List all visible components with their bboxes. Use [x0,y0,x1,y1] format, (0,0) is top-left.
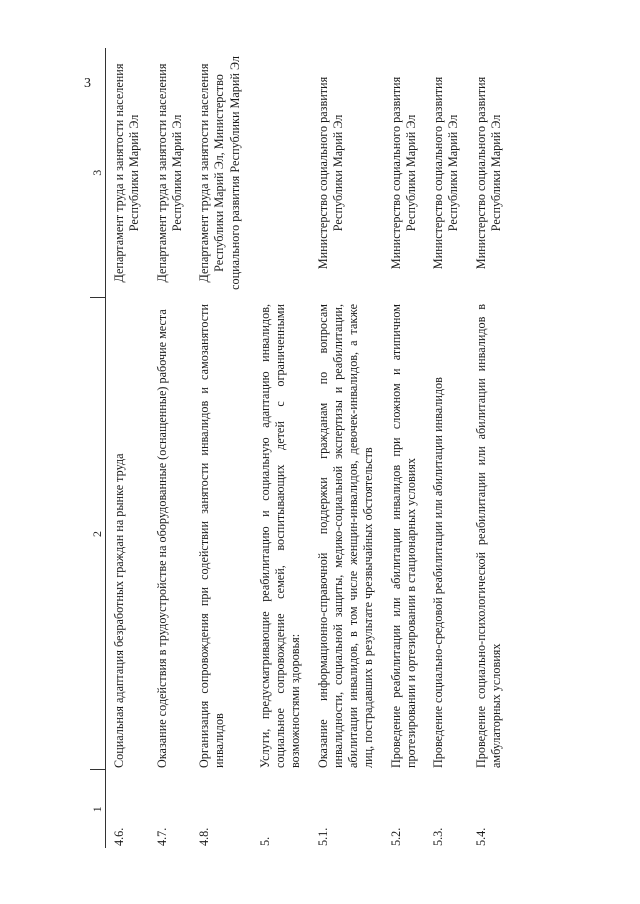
row-number: 5.4. [473,827,488,846]
measure-text: Проведение реабилитации или абилитации инвалидов при сложном и атипичном протезировании и ортезировании в стационарных условиях [388,304,418,768]
row-number: 5.2. [388,827,403,846]
table-row [310,48,383,848]
measure-text: Проведение социально-средовой реабилитации или абилитации инвалидов [431,377,445,768]
measure-text: Оказание информационно-справочной поддержки гражданам по вопросам инвалидности, социальной защиты, медико-социальной экспертизы и реабилитации, абилитации инвалидов, в том числе женщин-инвалидов, девочек-инвалидов, а также лиц, пострадавших в результате чрезвычайных обстоятельств [315,304,376,768]
row-number: 4.8. [197,827,211,846]
responsible-org: Министерство социального развития Республики Марий Эл [473,76,503,270]
table-row [383,48,426,848]
responsible-org [249,48,310,298]
responsible-org: Департамент труда и занятости населения Республики Марий Эл, Министерство социального развития Республики Марий Эл [197,56,242,290]
row-number: 5.3. [431,827,445,846]
row-number: 4.7. [154,827,169,846]
row-number: 5. [257,836,272,846]
measure-text: Оказание содействия в трудоустройстве на оборудованные (оснащенные) рабочие места [154,309,169,768]
row-number: 5.1. [315,827,330,846]
responsible-org: Министерство социального развития Республики Марий Эл [431,76,461,270]
responsible-org: Департамент труда и занятости населения Республики Марий Эл [112,63,142,283]
responsible-org: Департамент труда и занятости населения Республики Марий Эл [154,63,184,283]
column-header-3: 3 [90,48,106,298]
measure-text: Проведение социально-психологической реабилитации или абилитации инвалидов в амбулаторных условиях [473,304,503,768]
measure-text: Услуги, предусматривающие реабилитацию и социальную адаптацию инвалидов, социальное сопровождение семей, воспитывающих детей с ограниченными возможностями здоровья: [257,304,303,768]
table-row [191,48,249,848]
rotated-table-block [90,48,610,848]
row-number: 4.6. [112,827,126,846]
column-header-2: 2 [90,298,106,770]
table-row [425,48,468,848]
responsible-org: Министерство социального развития Республики Марий Эл [315,76,345,270]
measure-text: Социальная адаптация безработных граждан на рынке труда [112,453,126,768]
table-row [468,48,511,848]
page-number: 3 [84,76,91,91]
measure-text: Организация сопровождения при содействии занятости инвалидов и самозанятости инвалидов [197,304,227,768]
table-row [106,48,149,848]
responsible-org: Министерство социального развития Республики Марий Эл [388,76,418,270]
column-number-row [90,48,106,848]
measures-table [90,48,510,848]
table-row [149,48,192,848]
column-header-1: 1 [90,770,106,848]
table-row [249,48,310,848]
